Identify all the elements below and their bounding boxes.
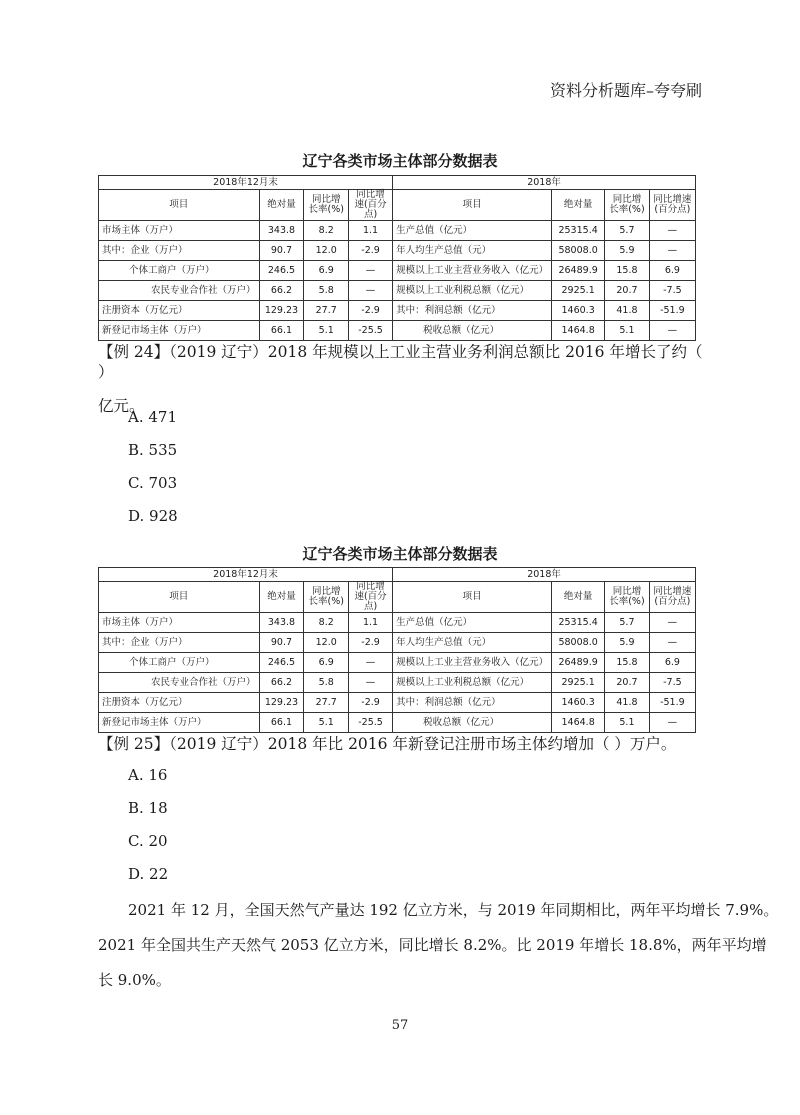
cell-value: —: [349, 281, 393, 301]
cell-value: —: [349, 261, 393, 281]
cell-value: 6.9: [304, 261, 349, 281]
option-d: D. 928: [128, 507, 178, 525]
row-label: 新登记市场主体（万户）: [99, 321, 260, 341]
cell-value: —: [649, 613, 695, 633]
cell-value: -51.9: [649, 301, 695, 321]
option-b: B. 18: [128, 799, 168, 817]
table-title: 辽宁各类市场主体部分数据表: [302, 545, 498, 563]
question-24: [98, 342, 708, 416]
cell-value: -51.9: [649, 693, 695, 713]
cell-value: 343.8: [259, 613, 304, 633]
row-label: 个体工商户（万户）: [99, 261, 260, 281]
cell-value: 27.7: [304, 301, 349, 321]
option-c: C. 703: [128, 474, 178, 492]
row-label: 生产总值（亿元）: [393, 613, 552, 633]
row-label: 农民专业合作社（万户）: [99, 673, 260, 693]
column-header: 项目: [393, 582, 552, 613]
cell-value: 5.1: [605, 321, 650, 341]
option-d: D. 22: [128, 865, 169, 883]
cell-value: 1464.8: [552, 321, 605, 341]
option-a: A. 16: [128, 766, 168, 784]
cell-value: 1460.3: [552, 301, 605, 321]
column-header: 同比增速(百分点): [649, 190, 695, 221]
cell-value: 41.8: [605, 301, 650, 321]
cell-value: 41.8: [605, 693, 650, 713]
cell-value: 26489.9: [552, 261, 605, 281]
cell-value: —: [649, 713, 695, 733]
row-label: 注册资本（万亿元）: [99, 693, 260, 713]
column-header: 项目: [99, 190, 260, 221]
cell-value: 8.2: [304, 613, 349, 633]
cell-value: 1460.3: [552, 693, 605, 713]
row-label: 其中：企业（万户）: [99, 241, 260, 261]
table-row: [99, 241, 696, 261]
cell-value: —: [649, 221, 695, 241]
row-label: 规模以上工业主营业务收入（亿元）: [393, 653, 552, 673]
cell-value: 20.7: [605, 673, 650, 693]
table-row: [99, 321, 696, 341]
cell-value: 5.7: [605, 221, 650, 241]
row-label: 个体工商户（万户）: [99, 653, 260, 673]
passage-line: 长 9.0%。: [98, 971, 171, 989]
cell-value: 5.8: [304, 281, 349, 301]
cell-value: 12.0: [304, 241, 349, 261]
cell-value: 2925.1: [552, 673, 605, 693]
row-label: 其中：企业（万户）: [99, 633, 260, 653]
cell-value: 6.9: [304, 653, 349, 673]
question-25-stem: 【例 25】（2019 辽宁）2018 年比 2016 年新登记注册市场主体约增加（ ）万户。: [98, 735, 677, 753]
row-label: 税收总额（亿元）: [393, 713, 552, 733]
column-header: 同比增长率(%): [605, 190, 650, 221]
cell-value: 2925.1: [552, 281, 605, 301]
cell-value: 5.7: [605, 613, 650, 633]
row-label: 其中：利润总额（亿元）: [393, 301, 552, 321]
cell-value: 66.1: [259, 321, 304, 341]
row-label: 市场主体（万户）: [99, 613, 260, 633]
row-label: 生产总值（亿元）: [393, 221, 552, 241]
column-header: 项目: [393, 190, 552, 221]
cell-value: 129.23: [259, 693, 304, 713]
row-label: 规模以上工业利税总额（亿元）: [393, 673, 552, 693]
column-header: 绝对量: [552, 582, 605, 613]
cell-value: 5.1: [304, 713, 349, 733]
question-24-stem-cont: 亿元。: [98, 397, 145, 415]
cell-value: 1464.8: [552, 713, 605, 733]
data-table: [98, 175, 696, 341]
row-label: 新登记市场主体（万户）: [99, 713, 260, 733]
table-row: [99, 281, 696, 301]
cell-value: 246.5: [259, 653, 304, 673]
cell-value: 66.2: [259, 673, 304, 693]
cell-value: -2.9: [349, 301, 393, 321]
cell-value: 90.7: [259, 241, 304, 261]
column-header: 同比增长率(%): [304, 582, 349, 613]
column-header: 同比增速(百分点): [649, 582, 695, 613]
cell-value: 25315.4: [552, 613, 605, 633]
table-row: [99, 261, 696, 281]
table-row: [99, 221, 696, 241]
option-a: A. 471: [128, 408, 177, 426]
table-row: [99, 673, 696, 693]
cell-value: -25.5: [349, 321, 393, 341]
cell-value: 58008.0: [552, 633, 605, 653]
cell-value: -2.9: [349, 693, 393, 713]
cell-value: -2.9: [349, 633, 393, 653]
cell-value: -25.5: [349, 713, 393, 733]
option-c: C. 20: [128, 832, 168, 850]
row-label: 农民专业合作社（万户）: [99, 281, 260, 301]
row-label: 税收总额（亿元）: [393, 321, 552, 341]
table-row: [99, 633, 696, 653]
passage-line: 2021 年全国共生产天然气 2053 亿立方米，同比增长 8.2%。比 2019 年增长 18.8%，两年平均增: [98, 936, 767, 954]
table-row: [99, 693, 696, 713]
cell-value: 246.5: [259, 261, 304, 281]
column-header: 同比增长率(%): [605, 582, 650, 613]
cell-value: 90.7: [259, 633, 304, 653]
row-label: 规模以上工业主营业务收入（亿元）: [393, 261, 552, 281]
column-header: 同比增长率(%): [304, 190, 349, 221]
cell-value: 27.7: [304, 693, 349, 713]
cell-value: -7.5: [649, 281, 695, 301]
row-label: 市场主体（万户）: [99, 221, 260, 241]
cell-value: 12.0: [304, 633, 349, 653]
table-row: [99, 713, 696, 733]
cell-value: 1.1: [349, 613, 393, 633]
table-row: [99, 301, 696, 321]
cell-value: 5.1: [605, 713, 650, 733]
table-title: 辽宁各类市场主体部分数据表: [302, 152, 498, 170]
cell-value: 5.8: [304, 673, 349, 693]
table-row: [99, 613, 696, 633]
cell-value: 15.8: [605, 653, 650, 673]
question-24-stem: 【例 24】（2019 辽宁）2018 年规模以上工业主营业务利润总额比 2016 年增长了约（ ）: [98, 343, 703, 381]
group-header: 2018年12月末: [99, 568, 393, 582]
cell-value: —: [649, 633, 695, 653]
cell-value: -2.9: [349, 241, 393, 261]
row-label: 其中：利润总额（亿元）: [393, 693, 552, 713]
running-header: 资料分析题库–夸夸刷: [549, 81, 702, 100]
cell-value: 8.2: [304, 221, 349, 241]
cell-value: 1.1: [349, 221, 393, 241]
cell-value: 20.7: [605, 281, 650, 301]
group-header: 2018年12月末: [99, 176, 393, 190]
cell-value: 129.23: [259, 301, 304, 321]
page-number: 57: [391, 1018, 409, 1033]
table-row: [99, 653, 696, 673]
group-header: 2018年: [393, 568, 696, 582]
column-header: 项目: [99, 582, 260, 613]
cell-value: 5.1: [304, 321, 349, 341]
column-header: 绝对量: [259, 190, 304, 221]
passage-line: 2021 年 12 月，全国天然气产量达 192 亿立方米，与 2019 年同期相比，两年平均增长 7.9%。: [128, 901, 779, 919]
row-label: 规模以上工业利税总额（亿元）: [393, 281, 552, 301]
column-header: 绝对量: [259, 582, 304, 613]
cell-value: -7.5: [649, 673, 695, 693]
cell-value: 6.9: [649, 261, 695, 281]
cell-value: —: [349, 653, 393, 673]
column-header: 同比增速(百分点): [349, 582, 393, 613]
cell-value: 66.2: [259, 281, 304, 301]
cell-value: 5.9: [605, 241, 650, 261]
row-label: 注册资本（万亿元）: [99, 301, 260, 321]
cell-value: 25315.4: [552, 221, 605, 241]
cell-value: 5.9: [605, 633, 650, 653]
cell-value: —: [349, 673, 393, 693]
cell-value: —: [649, 241, 695, 261]
option-b: B. 535: [128, 441, 178, 459]
cell-value: 26489.9: [552, 653, 605, 673]
row-label: 年人均生产总值（元）: [393, 241, 552, 261]
row-label: 年人均生产总值（元）: [393, 633, 552, 653]
cell-value: 58008.0: [552, 241, 605, 261]
cell-value: 6.9: [649, 653, 695, 673]
cell-value: —: [649, 321, 695, 341]
group-header: 2018年: [393, 176, 696, 190]
cell-value: 343.8: [259, 221, 304, 241]
column-header: 绝对量: [552, 190, 605, 221]
cell-value: 15.8: [605, 261, 650, 281]
data-table: [98, 567, 696, 733]
cell-value: 66.1: [259, 713, 304, 733]
column-header: 同比增速(百分点): [349, 190, 393, 221]
